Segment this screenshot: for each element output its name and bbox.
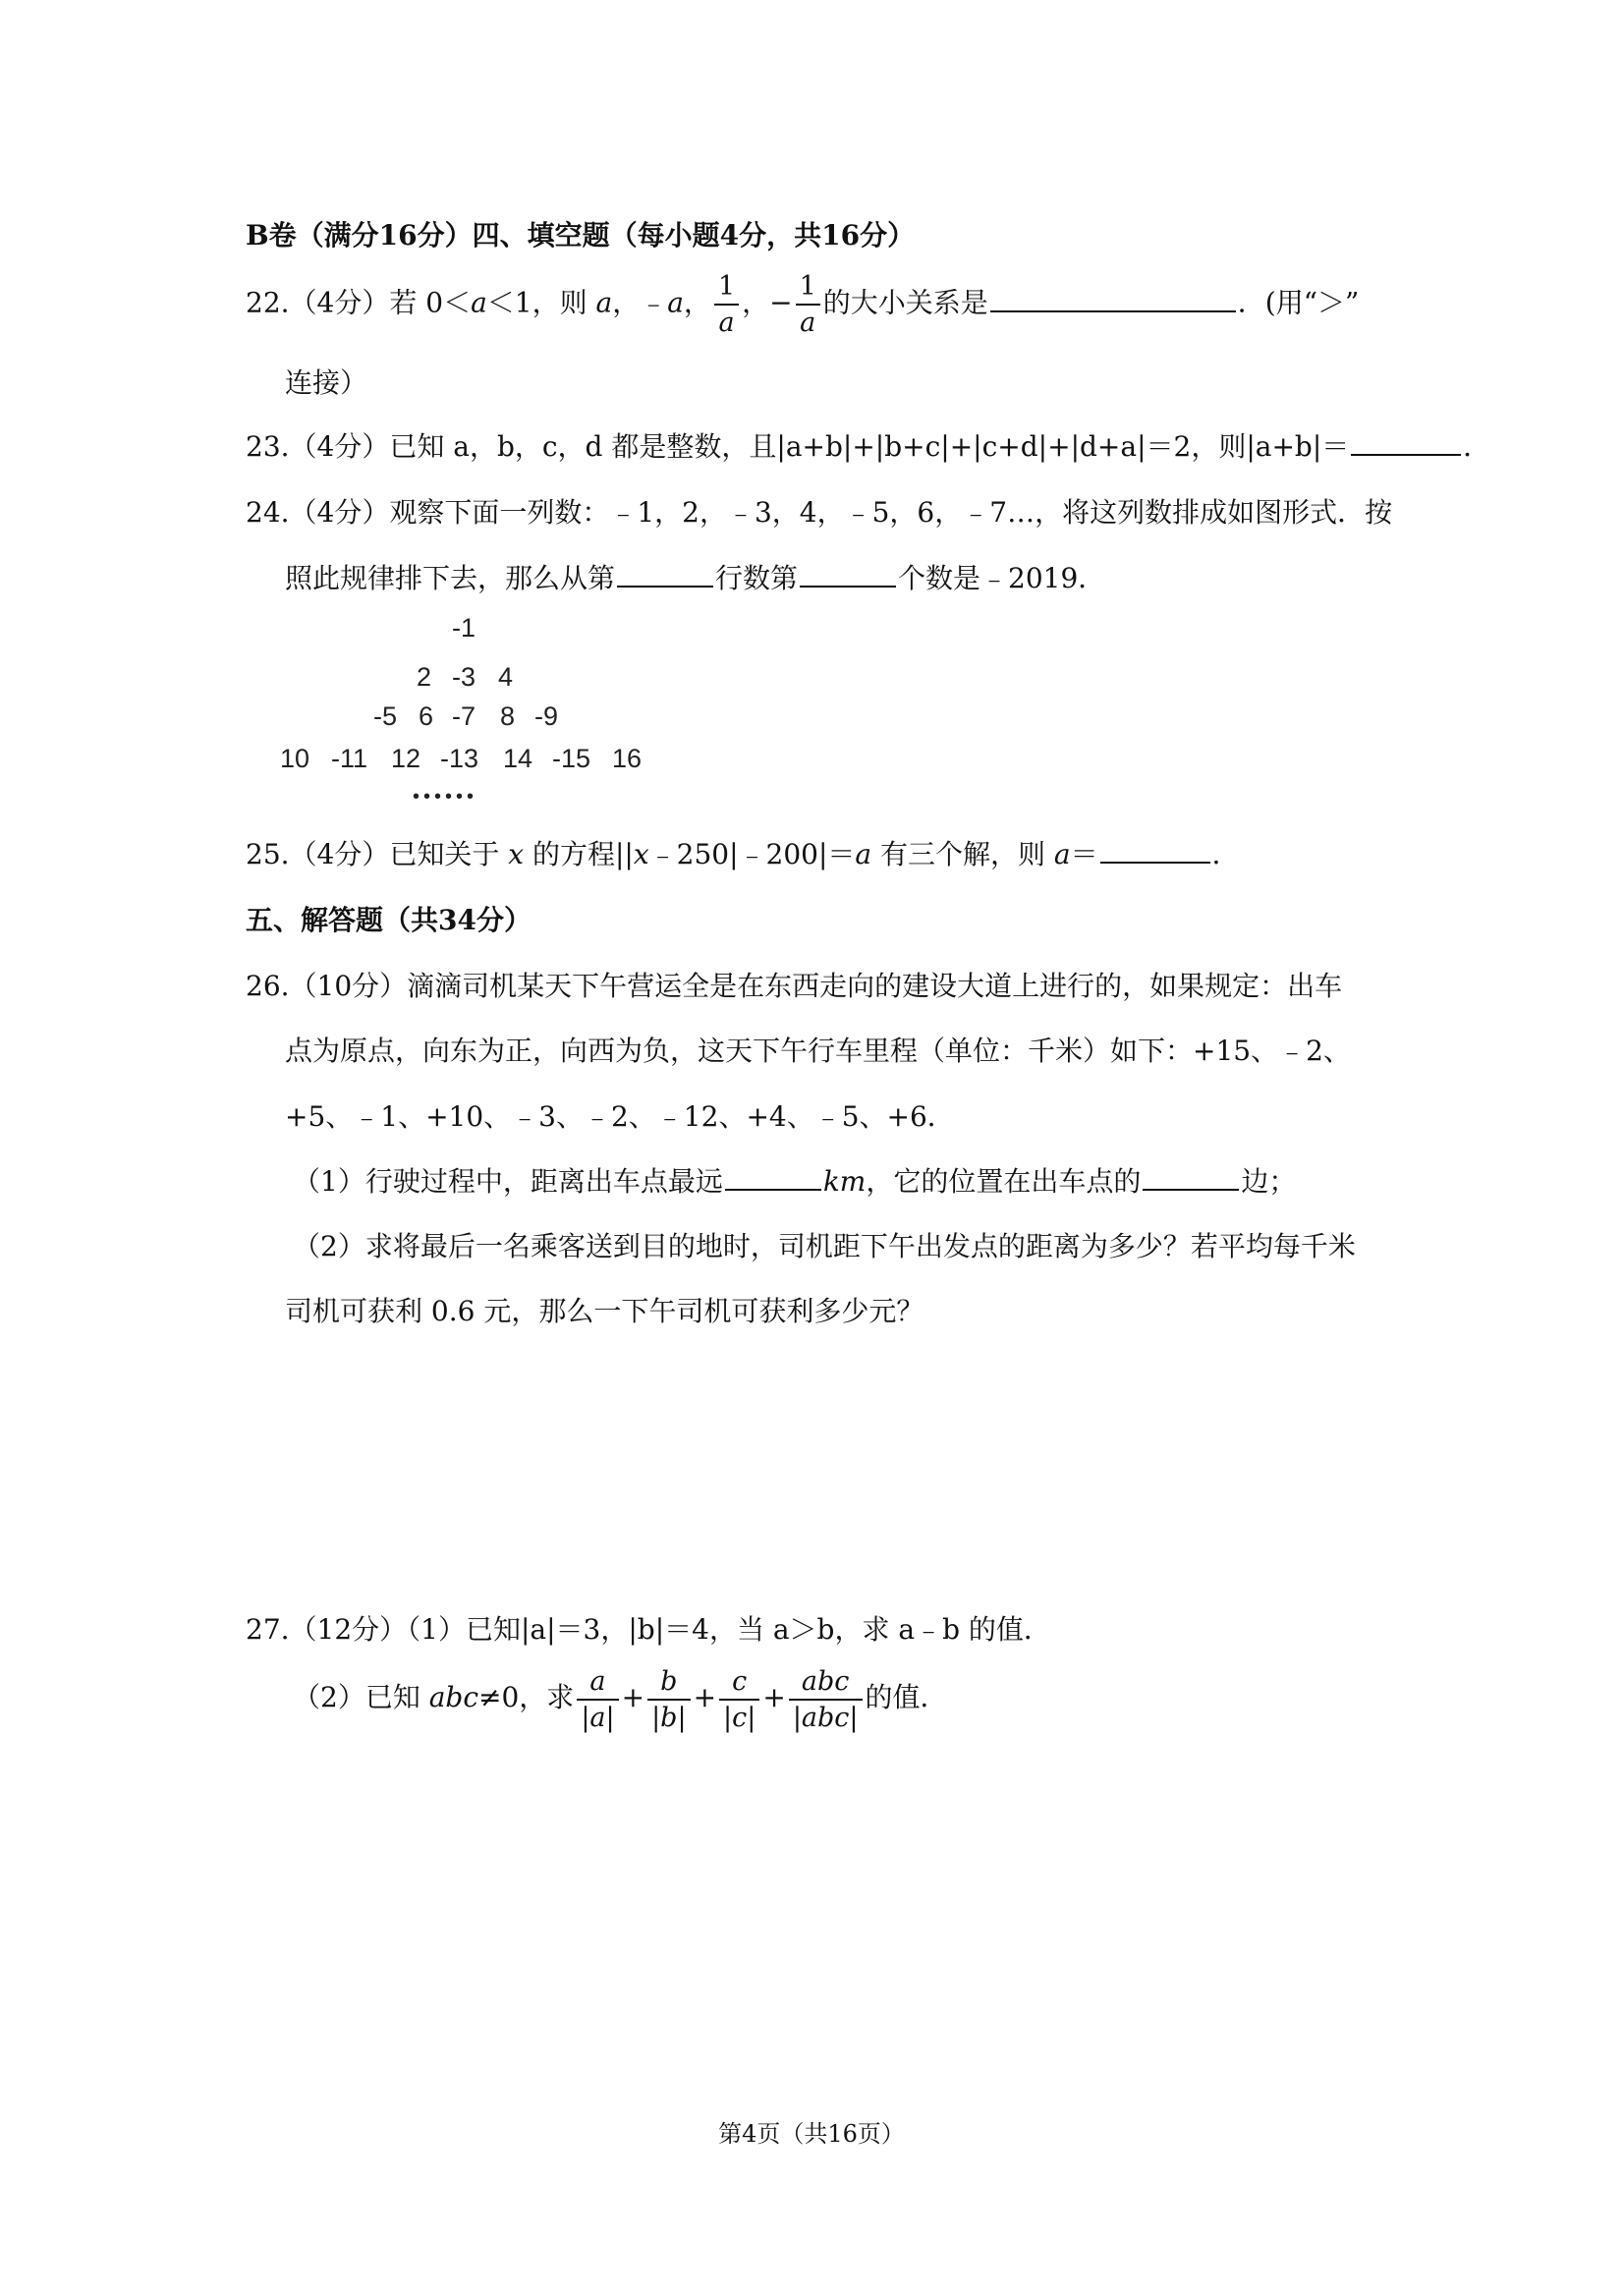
q27-sub-2 [293, 1658, 948, 1737]
plus-sign: + [762, 1681, 786, 1713]
q25-var: a [855, 838, 872, 870]
triangle-number: -3 [452, 662, 476, 692]
q22-answer-blank[interactable] [990, 287, 1236, 312]
q27-sub2-text: （2）已知 [293, 1681, 429, 1713]
q26-distance-blank[interactable] [725, 1165, 821, 1191]
q22-number: 22. [246, 286, 290, 319]
q26-sub-1 [293, 1160, 1296, 1200]
q23-score: （4分） [289, 430, 390, 463]
q27-fraction-abc: $\frac{\text{abc}}{\text{|abc|}}$ [789, 1668, 863, 1731]
q22-text: 若 0＜ [389, 286, 472, 319]
page-footer: 第4页（共16页） [718, 2120, 905, 2148]
q25-var: a [1053, 838, 1071, 870]
q26-sub1-text: 边； [1241, 1165, 1297, 1198]
triangle-number: -9 [534, 701, 559, 731]
question-24 [246, 491, 1392, 531]
q22-score: （4分） [289, 286, 390, 319]
q23-text-end: ． [1463, 430, 1491, 463]
triangle-number: -5 [373, 701, 398, 731]
q24-number: 24. [246, 496, 290, 529]
triangle-continuation-dots: •••••• [413, 786, 478, 808]
q22-text: ， [683, 286, 711, 319]
triangle-number: -1 [452, 613, 476, 643]
q23-answer-blank[interactable] [1351, 430, 1461, 456]
q27-fraction-a: $\frac{a}{|a|}$ [577, 1668, 618, 1731]
q22-var: a [667, 286, 684, 319]
q22-text: 的大小关系是 [822, 286, 988, 319]
q22-text: ．(用“＞” [1237, 286, 1360, 319]
q27-sub2-text: 的值． [865, 1681, 948, 1713]
q25-text: ＝ [1070, 838, 1098, 870]
q25-text: 的方程|| [524, 838, 634, 870]
q25-number: 25. [246, 838, 290, 870]
triangle-number: 12 [391, 744, 421, 773]
triangle-number: -13 [440, 744, 479, 773]
q24-text: 观察下面一列数：﹣1，2，﹣3，4，﹣5，6，﹣7…，将这列数排成如图形式．按 [389, 496, 1393, 529]
q26-sub1-text: （1）行驶过程中，距离出车点最远 [293, 1165, 723, 1198]
question-26 [246, 965, 1342, 1004]
q27-var: abc [428, 1681, 479, 1713]
triangle-number: 2 [417, 662, 432, 692]
q25-text: ﹣250|﹣200|＝ [648, 838, 856, 870]
q25-var: x [633, 838, 649, 870]
q26-sub-2-line-1: （2）求将最后一名乘客送到目的地时，司机距下午出发点的距离为多少？若平均每千米 [293, 1230, 1356, 1262]
q26-sub-2-line-2: 司机可获利 0.6 元，那么一下午司机可获利多少元？ [285, 1295, 924, 1327]
q26-text: 滴滴司机某天下午营运全是在东西走向的建设大道上进行的，如果规定：出车 [407, 970, 1343, 1002]
q22-line-2: 连接） [285, 366, 368, 399]
triangle-number: -7 [452, 701, 476, 731]
q24-row-blank[interactable] [617, 562, 713, 588]
q25-score: （4分） [289, 838, 390, 870]
question-23 [246, 425, 1490, 465]
plus-sign: + [621, 1681, 645, 1713]
question-25 [246, 833, 1240, 872]
q22-text: ＜1，则 [486, 286, 596, 319]
q27-number: 27. [246, 1613, 290, 1646]
q25-text: 有三个解，则 [871, 838, 1054, 870]
q24-line-2 [285, 557, 1105, 596]
q23-number: 23. [246, 430, 290, 463]
q26-line-2: 点为原点，向东为正，向西为负，这天下午行车里程（单位：千米）如下：+15、﹣2、 [285, 1035, 1351, 1067]
plus-sign: + [693, 1681, 717, 1713]
triangle-number: -15 [552, 744, 591, 773]
q23-text: 已知 a，b，c，d 都是整数，且|a+b|+|b+c|+|c+d|+|d+a|＝2，则|a+b|＝ [389, 430, 1350, 463]
triangle-number: 6 [419, 701, 434, 731]
q22-fraction-2: $\frac{1}{a}$ [796, 273, 820, 336]
q22-fraction-1: $\frac{1}{a}$ [714, 273, 739, 336]
triangle-number: 4 [498, 662, 514, 692]
q27-sub1-text: （1）已知|a|＝3，|b|＝4，当 a＞b，求 a﹣b 的值． [407, 1613, 1051, 1646]
section-5-heading: 五、解答题（共34分） [246, 904, 532, 936]
question-22 [246, 273, 1359, 336]
q24-text: 个数是﹣2019． [898, 562, 1106, 594]
q26-line-3: +5、﹣1、+10、﹣3、﹣2、﹣12、+4、﹣5、+6． [285, 1100, 955, 1133]
question-27 [246, 1608, 1051, 1648]
q27-sub2-text: ≠0，求 [478, 1681, 575, 1713]
q25-text: 已知关于 [389, 838, 509, 870]
q22-var: a [471, 286, 487, 319]
q27-fraction-c: $\frac{c}{|c|}$ [719, 1668, 759, 1731]
q27-fraction-b: $\frac{b}{|b|}$ [647, 1668, 690, 1731]
q24-position-blank[interactable] [800, 562, 896, 588]
q24-text: 照此规律排下去，那么从第 [285, 562, 616, 594]
q26-score: （10分） [289, 970, 408, 1002]
q26-sub1-text: ，它的位置在出车点的 [866, 1165, 1142, 1198]
triangle-number: 8 [500, 701, 516, 731]
q25-var: x [508, 838, 525, 870]
q25-text-end: ． [1211, 838, 1240, 870]
q26-number: 26. [246, 970, 290, 1002]
q22-text: ，− [742, 286, 793, 319]
q27-score: （12分） [289, 1613, 408, 1646]
q24-text: 行数第 [715, 562, 799, 594]
triangle-number: 14 [503, 744, 533, 773]
q24-score: （4分） [289, 496, 390, 529]
q25-answer-blank[interactable] [1100, 838, 1210, 864]
q26-direction-blank[interactable] [1143, 1165, 1239, 1191]
q26-unit: km [822, 1165, 867, 1198]
q22-var: a [595, 286, 613, 319]
triangle-number: 16 [612, 744, 643, 773]
section-b-heading: B卷（满分16分）四、填空题（每小题4分，共16分） [246, 219, 916, 252]
triangle-number: -11 [331, 744, 368, 773]
triangle-number: 10 [280, 744, 310, 773]
q22-text: ，﹣ [612, 286, 668, 319]
